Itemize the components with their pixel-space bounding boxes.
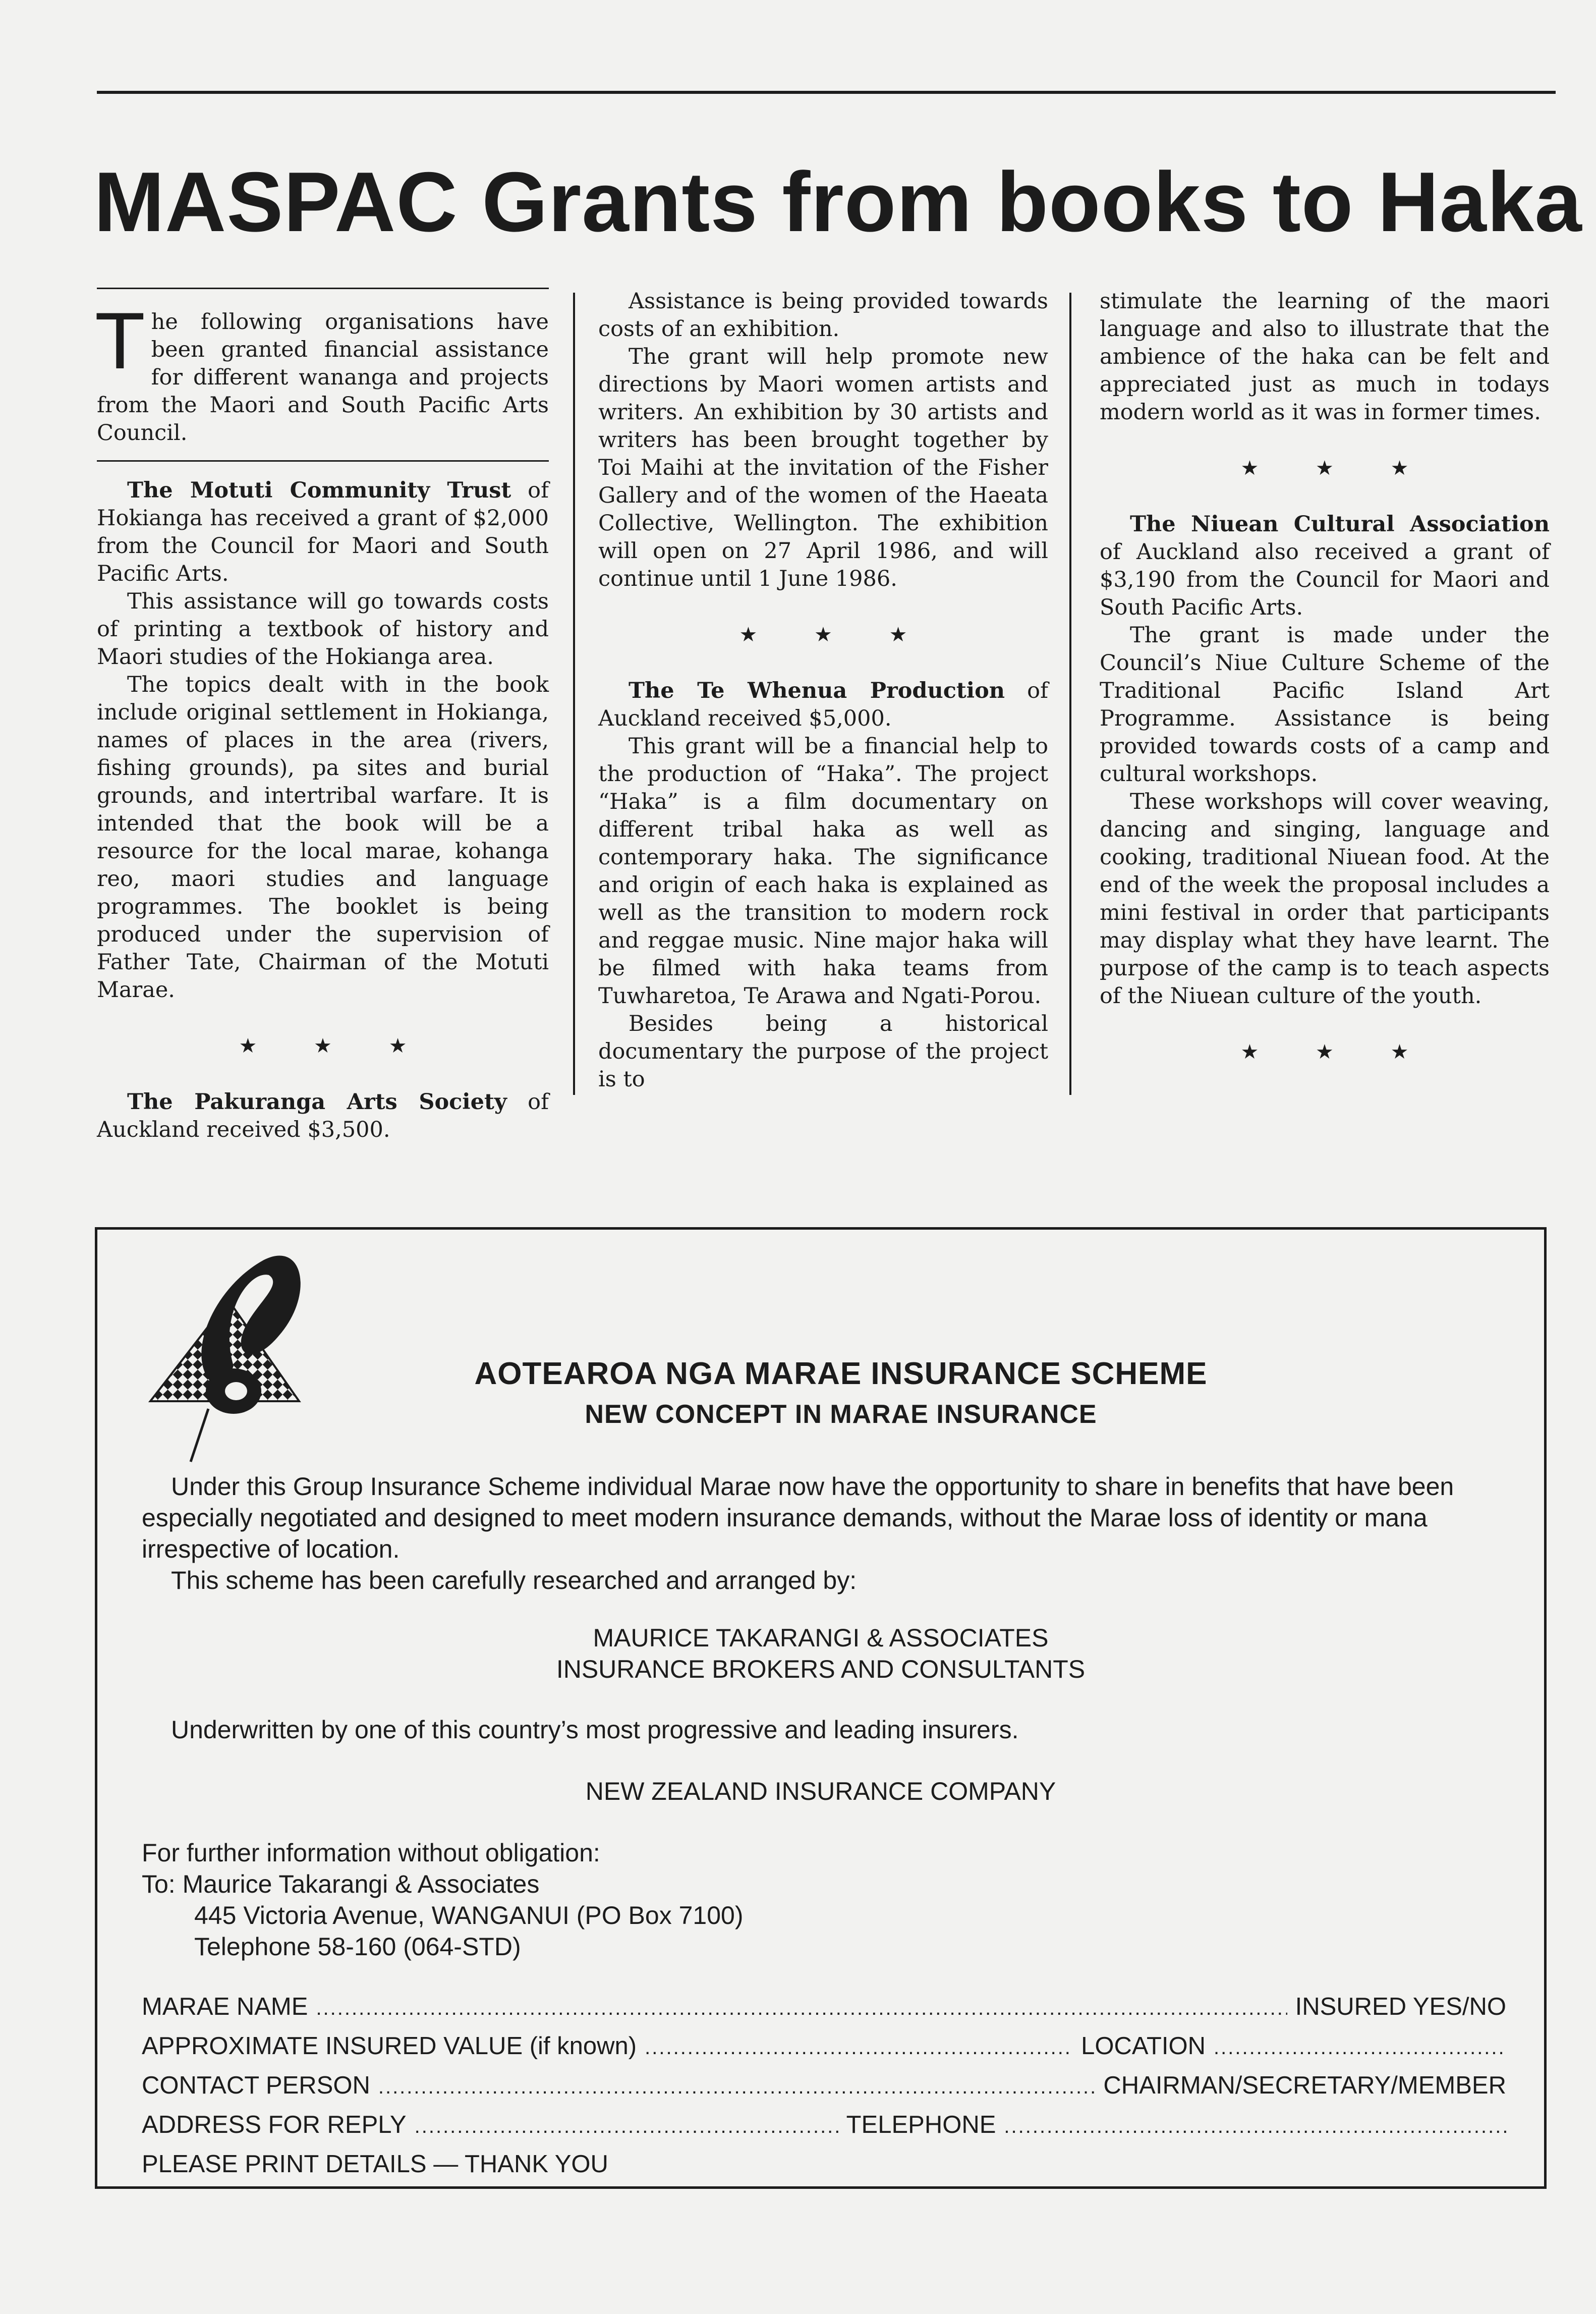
star-divider: ★ ★ ★ bbox=[239, 1034, 432, 1058]
broker-description: INSURANCE BROKERS AND CONSULTANTS bbox=[556, 1655, 1086, 1683]
org-name: The Motuti Community Trust bbox=[127, 478, 511, 503]
column-divider bbox=[573, 293, 575, 1095]
article-column-2 bbox=[598, 288, 1048, 1093]
insurer-name: NEW ZEALAND INSURANCE COMPANY bbox=[585, 1777, 1056, 1805]
form-row-marae bbox=[142, 1992, 1506, 2023]
column-divider bbox=[1069, 293, 1071, 1095]
underwritten-text: Underwritten by one of this country’s most progressive and leading insurers. bbox=[171, 1716, 1019, 1744]
top-rule bbox=[97, 91, 1556, 94]
contact-line: For further information without obligation: bbox=[142, 1839, 600, 1867]
location-label: LOCATION bbox=[1081, 2032, 1206, 2060]
print-details-note: PLEASE PRINT DETAILS — THANK YOU bbox=[142, 2151, 608, 2178]
intro-paragraph: The following organisations have been granted financial assistance for different wananga and projects from the Maori and South Pacific Arts Council. bbox=[97, 299, 549, 446]
paragraph: Besides being a historical documentary the purpose of the project is to bbox=[598, 1011, 1048, 1092]
insurance-subtitle: NEW CONCEPT IN MARAE INSURANCE bbox=[585, 1400, 1097, 1429]
insured-value-field[interactable] bbox=[645, 2032, 1073, 2063]
address-field[interactable] bbox=[415, 2111, 838, 2141]
insured-label: INSURED YES/NO bbox=[1295, 1993, 1506, 2020]
insurance-title: AOTEAROA NGA MARAE INSURANCE SCHEME bbox=[474, 1356, 1208, 1391]
paragraph: stimulate the learning of the maori language and also to illustrate that the ambience of the haka can be felt and appreciated just as much in todays modern world as it was in former times. bbox=[1100, 289, 1550, 425]
broker-name: MAURICE TAKARANGI & ASSOCIATES bbox=[593, 1624, 1049, 1652]
form-row-value bbox=[142, 2031, 1506, 2063]
whenua-paragraph: The Te Whenua Production of Auckland received $5,000. bbox=[598, 678, 1048, 731]
org-name: The Pakuranga Arts Society bbox=[127, 1089, 507, 1115]
form-row-address bbox=[142, 2110, 1506, 2141]
article-column-1 bbox=[97, 288, 549, 1144]
scheme-description: Under this Group Insurance Scheme individual Marae now have the opportunity to share in benefits that have been especially negotiated and designed to meet modern insurance demands, without the Marae loss of identity or mana irrespective of location. bbox=[142, 1472, 1454, 1563]
article-column-3 bbox=[1100, 288, 1550, 1094]
form-row-footer bbox=[142, 2149, 1506, 2179]
paragraph: These workshops will cover weaving, dancing and singing, language and cooking, traditional Niuean food. At the end of the week the proposal includes a mini festival in order that participants may display what they have learnt. The purpose of the camp is to teach aspects of the Niuean culture of the youth. bbox=[1100, 789, 1550, 1009]
contact-person-field[interactable] bbox=[378, 2072, 1096, 2102]
location-field[interactable] bbox=[1214, 2032, 1506, 2063]
contact-line: To: Maurice Takarangi & Associates bbox=[142, 1870, 540, 1898]
paragraph: The topics dealt with in the book include original settlement in Hokianga, names of places in the area (rivers, fishing grounds), pa sites and burial grounds, and intertribal warfare. It is intended that the book will be a resource for the local marae, kohanga reo, maori studies and language programmes. The booklet is being produced under the supervision of Father Tate, Chairman of the Motuti Marae. bbox=[97, 672, 549, 1003]
telephone-label: TELEPHONE bbox=[846, 2111, 996, 2138]
star-divider: ★ ★ ★ bbox=[739, 623, 933, 646]
column-rule bbox=[97, 288, 549, 289]
paragraph: This assistance will go towards costs of printing a textbook of history and Maori studies of the Hokianga area. bbox=[97, 589, 549, 670]
drop-cap: T bbox=[97, 299, 143, 387]
page-title: MASPAC Grants from books to Haka bbox=[94, 154, 1582, 249]
niuean-paragraph: The Niuean Cultural Association of Auckland also received a grant of $3,190 from the Council for Maori and South Pacific Arts. bbox=[1100, 512, 1550, 620]
insurance-advertisement bbox=[95, 1227, 1547, 2189]
telephone-field[interactable] bbox=[1004, 2111, 1506, 2141]
form-row-contact bbox=[142, 2070, 1506, 2102]
contact-telephone: Telephone 58-160 (064-STD) bbox=[194, 1933, 521, 1961]
paragraph: The grant will help promote new directions by Maori women artists and writers. An exhibition by 30 artists and writers has been brought together by Toi Maihi at the invitation of the Fisher Gallery and of the women of the Haeata Collective, Wellington. The exhibition will open on 27 April 1986, and will continue until 1 June 1986. bbox=[598, 344, 1048, 591]
contact-person-label: CONTACT PERSON bbox=[142, 2072, 370, 2099]
address-label: ADDRESS FOR REPLY bbox=[142, 2111, 407, 2138]
star-divider: ★ ★ ★ bbox=[1240, 457, 1434, 480]
star-divider: ★ ★ ★ bbox=[1240, 1040, 1434, 1064]
contact-address: 445 Victoria Avenue, WANGANUI (PO Box 7100) bbox=[194, 1901, 744, 1930]
role-label: CHAIRMAN/SECRETARY/MEMBER bbox=[1103, 2072, 1506, 2099]
marae-name-field[interactable] bbox=[316, 1993, 1287, 2023]
pakuranga-paragraph: The Pakuranga Arts Society of Auckland received $3,500. bbox=[97, 1089, 549, 1142]
org-name: The Niuean Cultural Association bbox=[1130, 512, 1550, 537]
paragraph: This grant will be a financial help to the production of “Haka”. The project “Haka” is a film documentary on different tribal haka as well as contemporary haka. The significance and origin of each haka is explained as well as the transition to modern rock and reggae music. Nine major haka will be filmed with haka teams from Tuwharetoa, Te Arawa and Ngati-Porou. bbox=[598, 734, 1048, 1009]
paragraph: The grant is made under the Council’s Niue Culture Scheme of the Traditional Pacific Island Art Programme. Assistance is being provided towards costs of a camp and cultural workshops. bbox=[1100, 623, 1550, 787]
arranged-by-text: This scheme has been carefully researched and arranged by: bbox=[171, 1566, 857, 1594]
paragraph: Assistance is being provided towards costs of an exhibition. bbox=[598, 289, 1048, 342]
motuti-paragraph: The Motuti Community Trust of Hokianga has received a grant of $2,000 from the Council for Maori and South Pacific Arts. bbox=[97, 478, 549, 586]
insured-value-label: APPROXIMATE INSURED VALUE (if known) bbox=[142, 2032, 637, 2060]
marae-name-label: MARAE NAME bbox=[142, 1993, 308, 2020]
org-name: The Te Whenua Production bbox=[629, 678, 1005, 703]
